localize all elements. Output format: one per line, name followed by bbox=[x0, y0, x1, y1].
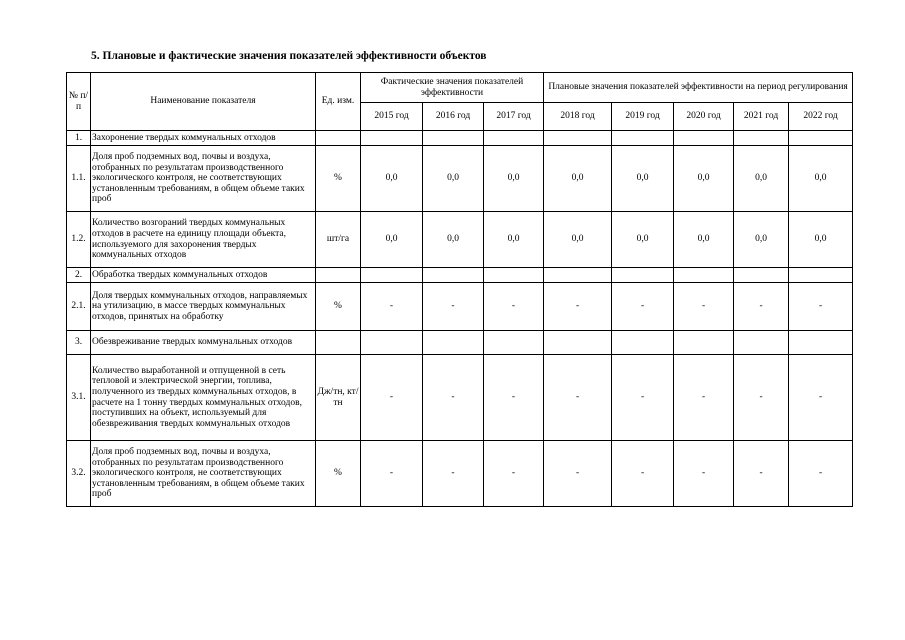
value-cell: 0,0 bbox=[789, 146, 853, 212]
value-cell: 0,0 bbox=[484, 146, 544, 212]
value-cell: - bbox=[544, 283, 612, 331]
unit-cell bbox=[316, 131, 361, 146]
unit-cell: % bbox=[316, 146, 361, 212]
value-cell: - bbox=[423, 355, 484, 441]
header-planned-values: Плановые значения показателей эффективности на период регулирования bbox=[544, 73, 853, 103]
unit-cell: шт/га bbox=[316, 212, 361, 268]
header-unit: Ед. изм. bbox=[316, 73, 361, 131]
row-num: 3.2. bbox=[67, 441, 91, 507]
value-cell: 0,0 bbox=[423, 212, 484, 268]
value-cell: - bbox=[612, 441, 674, 507]
header-year: 2018 год bbox=[544, 103, 612, 131]
value-cell: 0,0 bbox=[612, 212, 674, 268]
value-cell: - bbox=[423, 441, 484, 507]
value-cell: - bbox=[612, 283, 674, 331]
indicator-name: Доля проб подземных вод, почвы и воздуха, отобранных по результатам производственного экологического контроля, не соответствующих установленным требованиям, в общем объеме таких проб bbox=[91, 146, 316, 212]
row-num: 3.1. bbox=[67, 355, 91, 441]
value-cell: - bbox=[484, 283, 544, 331]
value-cell bbox=[484, 268, 544, 283]
value-cell: - bbox=[674, 355, 734, 441]
unit-cell bbox=[316, 268, 361, 283]
value-cell: 0,0 bbox=[423, 146, 484, 212]
value-cell bbox=[734, 331, 789, 355]
row-num: 2. bbox=[67, 268, 91, 283]
table-row bbox=[67, 355, 853, 441]
value-cell bbox=[789, 268, 853, 283]
table-row bbox=[67, 212, 853, 268]
unit-cell bbox=[316, 331, 361, 355]
table-row bbox=[67, 283, 853, 331]
value-cell bbox=[674, 268, 734, 283]
value-cell bbox=[789, 131, 853, 146]
value-cell: 0,0 bbox=[361, 212, 423, 268]
header-actual-values: Фактические значения показателей эффективности bbox=[361, 73, 544, 103]
indicator-name: Обезвреживание твердых коммунальных отходов bbox=[91, 331, 316, 355]
header-year: 2017 год bbox=[484, 103, 544, 131]
value-cell: - bbox=[789, 441, 853, 507]
value-cell: - bbox=[734, 441, 789, 507]
value-cell bbox=[544, 131, 612, 146]
value-cell: - bbox=[484, 355, 544, 441]
value-cell bbox=[674, 131, 734, 146]
value-cell: - bbox=[674, 283, 734, 331]
header-year: 2016 год bbox=[423, 103, 484, 131]
header-year: 2020 год bbox=[674, 103, 734, 131]
value-cell: 0,0 bbox=[734, 212, 789, 268]
unit-cell: Дж/тн, кт/тн bbox=[316, 355, 361, 441]
indicator-name: Доля проб подземных вод, почвы и воздуха, отобранных по результатам производственного экологического контроля, не соответствующих установленным требованиям, в общем объеме таких проб bbox=[91, 441, 316, 507]
header-year: 2015 год bbox=[361, 103, 423, 131]
value-cell: - bbox=[734, 283, 789, 331]
indicator-name: Обработка твердых коммунальных отходов bbox=[91, 268, 316, 283]
value-cell: 0,0 bbox=[674, 146, 734, 212]
row-num: 2.1. bbox=[67, 283, 91, 331]
value-cell bbox=[734, 131, 789, 146]
value-cell bbox=[544, 331, 612, 355]
value-cell bbox=[484, 331, 544, 355]
value-cell: - bbox=[361, 355, 423, 441]
row-num: 1. bbox=[67, 131, 91, 146]
value-cell bbox=[612, 268, 674, 283]
indicator-name: Количество выработанной и отпущенной в сеть тепловой и электрической энергии, топлива, полученного из твердых коммунальных отходов, в расчете на 1 тонну твердых коммунальных отходов, поступивших на объект, используемый для обезвреживания твердых коммунальных отходов bbox=[91, 355, 316, 441]
row-num: 1.2. bbox=[67, 212, 91, 268]
value-cell: 0,0 bbox=[544, 146, 612, 212]
indicator-name: Количество возгораний твердых коммунальных отходов в расчете на единицу площади объекта, используемого для захоронения твердых коммунальных отходов bbox=[91, 212, 316, 268]
header-year: 2022 год bbox=[789, 103, 853, 131]
table-row bbox=[67, 268, 853, 283]
value-cell: 0,0 bbox=[734, 146, 789, 212]
value-cell: 0,0 bbox=[484, 212, 544, 268]
unit-cell: % bbox=[316, 283, 361, 331]
value-cell: 0,0 bbox=[612, 146, 674, 212]
value-cell: - bbox=[361, 441, 423, 507]
header-num: № п/п bbox=[67, 73, 91, 131]
value-cell bbox=[612, 331, 674, 355]
value-cell: 0,0 bbox=[361, 146, 423, 212]
indicator-name: Захоронение твердых коммунальных отходов bbox=[91, 131, 316, 146]
row-num: 1.1. bbox=[67, 146, 91, 212]
value-cell: - bbox=[674, 441, 734, 507]
section-heading: 5. Плановые и фактические значения показателей эффективности объектов bbox=[91, 50, 487, 62]
value-cell: - bbox=[544, 441, 612, 507]
header-year: 2019 год bbox=[612, 103, 674, 131]
header-year: 2021 год bbox=[734, 103, 789, 131]
value-cell bbox=[734, 268, 789, 283]
value-cell bbox=[789, 331, 853, 355]
value-cell: - bbox=[789, 355, 853, 441]
value-cell bbox=[423, 131, 484, 146]
efficiency-indicators-table bbox=[66, 72, 853, 507]
table-row bbox=[67, 146, 853, 212]
table-row bbox=[67, 331, 853, 355]
value-cell: - bbox=[544, 355, 612, 441]
value-cell: - bbox=[612, 355, 674, 441]
value-cell bbox=[484, 131, 544, 146]
value-cell bbox=[612, 131, 674, 146]
value-cell: 0,0 bbox=[674, 212, 734, 268]
value-cell bbox=[361, 331, 423, 355]
table-body bbox=[67, 131, 853, 507]
row-num: 3. bbox=[67, 331, 91, 355]
value-cell bbox=[423, 268, 484, 283]
table-row bbox=[67, 441, 853, 507]
value-cell bbox=[423, 331, 484, 355]
indicator-name: Доля твердых коммунальных отходов, направляемых на утилизацию, в массе твердых коммунальных отходов, принятых на обработку bbox=[91, 283, 316, 331]
header-indicator-name: Наименование показателя bbox=[91, 73, 316, 131]
value-cell: - bbox=[789, 283, 853, 331]
table-row bbox=[67, 131, 853, 146]
unit-cell: % bbox=[316, 441, 361, 507]
value-cell: - bbox=[423, 283, 484, 331]
value-cell bbox=[361, 268, 423, 283]
value-cell bbox=[361, 131, 423, 146]
value-cell: 0,0 bbox=[789, 212, 853, 268]
value-cell: - bbox=[361, 283, 423, 331]
value-cell bbox=[674, 331, 734, 355]
value-cell: - bbox=[484, 441, 544, 507]
value-cell: - bbox=[734, 355, 789, 441]
value-cell bbox=[544, 268, 612, 283]
value-cell: 0,0 bbox=[544, 212, 612, 268]
